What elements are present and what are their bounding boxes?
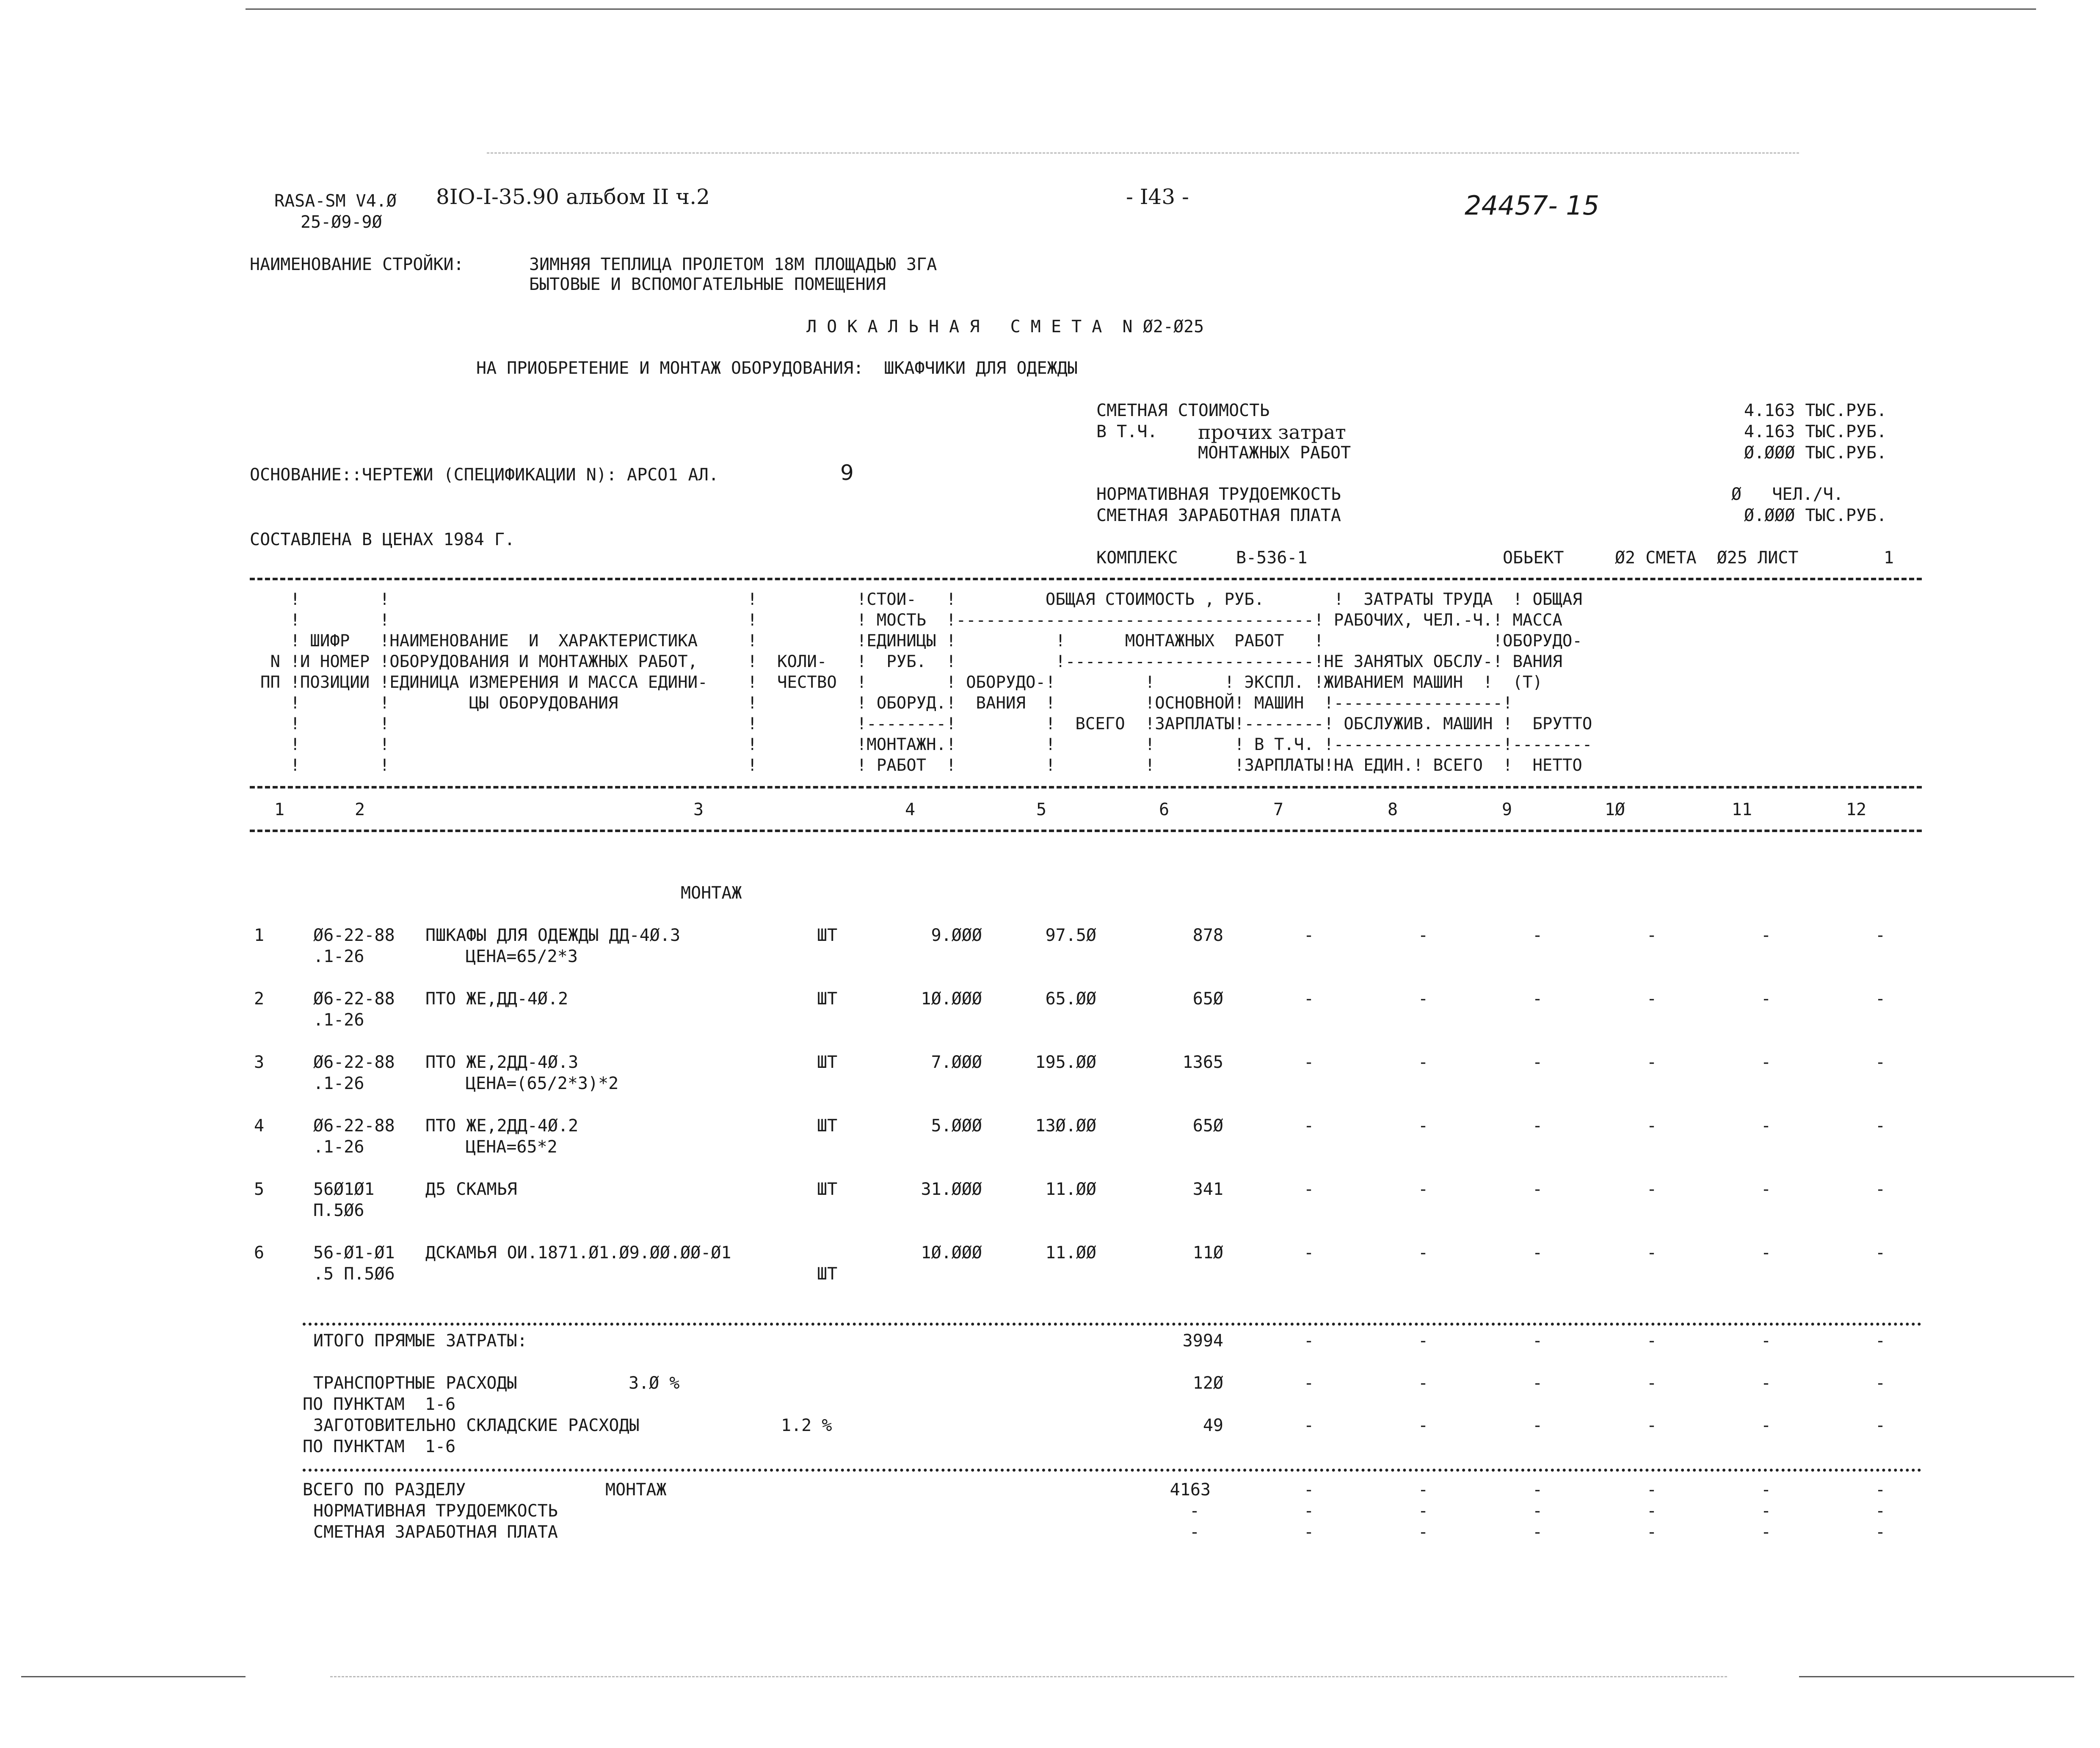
empty-cell-dash: - bbox=[1532, 1480, 1543, 1500]
empty-cell-dash: - bbox=[1875, 1243, 1886, 1263]
prices-year: СОСТАВЛЕНА В ЦЕНАХ 1984 Г. bbox=[250, 530, 515, 549]
empty-cell-dash: - bbox=[1418, 1331, 1429, 1351]
item-code: 56-Ø1-Ø1 bbox=[313, 1243, 395, 1263]
column-number: 3 bbox=[693, 800, 704, 819]
header-row: ! ШИФР !НАИМЕНОВАНИЕ И ХАРАКТЕРИСТИКА ! !ЕДИНИЦЫ ! ! МОНТАЖНЫХ РАБОТ ! !ОБОРУДО- bbox=[260, 631, 1582, 651]
section-total-label: ВСЕГО ПО РАЗДЕЛУ bbox=[303, 1480, 466, 1500]
item-name: ПТО ЖЕ,ДД-4Ø.2 bbox=[425, 989, 568, 1009]
item-code-suffix: .1-26 bbox=[313, 1010, 364, 1030]
empty-cell-dash: - bbox=[1418, 1373, 1429, 1393]
empty-cell-dash: - bbox=[1761, 1480, 1772, 1500]
item-unit-price: 13Ø.ØØ bbox=[1035, 1116, 1096, 1136]
column-number: 5 bbox=[1036, 800, 1047, 819]
empty-cell-dash: - bbox=[1875, 926, 1886, 945]
empty-cell-dash: - bbox=[1304, 1373, 1314, 1393]
item-quantity: 9.ØØØ bbox=[931, 926, 982, 945]
column-number: 7 bbox=[1273, 800, 1284, 819]
summary-install-value: Ø.ØØØ ТЫС.РУБ. bbox=[1744, 443, 1887, 463]
row-number: 5 bbox=[254, 1180, 265, 1199]
item-code-suffix: .1-26 bbox=[313, 1074, 364, 1093]
basis-label: ОСНОВАНИЕ::ЧЕРТЕЖИ (СПЕЦИФИКАЦИИ N): АРСО1 АЛ. bbox=[250, 465, 719, 485]
header-top-rule bbox=[250, 578, 1922, 580]
item-code-suffix: П.5Ø6 bbox=[313, 1201, 364, 1220]
empty-cell-dash: - bbox=[1418, 926, 1429, 945]
empty-cell-dash: - bbox=[1532, 1373, 1543, 1393]
section-total-value: 4163 bbox=[1170, 1480, 1211, 1500]
empty-cell-dash: - bbox=[1761, 1180, 1772, 1199]
empty-cell-dash: - bbox=[1304, 926, 1314, 945]
empty-cell-dash: - bbox=[1875, 1501, 1886, 1521]
complex-label: КОМПЛЕКС bbox=[1096, 548, 1178, 568]
empty-cell-dash: - bbox=[1532, 926, 1543, 945]
item-name: ПШКАФЫ ДЛЯ ОДЕЖДЫ ДД-4Ø.3 bbox=[425, 926, 681, 945]
storage-items: ПО ПУНКТАМ 1-6 bbox=[303, 1437, 456, 1456]
empty-cell-dash: - bbox=[1647, 1331, 1657, 1351]
section-total-name: МОНТАЖ bbox=[605, 1480, 667, 1500]
item-price-formula: ЦЕНА=(65/2*3)*2 bbox=[466, 1074, 619, 1093]
empty-cell-dash: - bbox=[1875, 1053, 1886, 1072]
program-label: RASA-SM V4.Ø bbox=[274, 191, 397, 211]
empty-cell-dash: - bbox=[1875, 1116, 1886, 1136]
estimate-subtitle: НА ПРИОБРЕТЕНИЕ И МОНТАЖ ОБОРУДОВАНИЯ: ШКАФЧИКИ ДЛЯ ОДЕЖДЫ bbox=[476, 358, 1078, 378]
top-faint-line bbox=[487, 152, 1799, 154]
storage-percent: 1.2 % bbox=[781, 1416, 832, 1435]
header-mid-rule bbox=[250, 786, 1922, 789]
empty-cell-dash: - bbox=[1647, 926, 1657, 945]
header-row: ! ! ! !--------! ! ВСЕГО !ЗАРПЛАТЫ!--------! ОБСЛУЖИВ. МАШИН ! БРУТТО bbox=[260, 714, 1592, 733]
empty-cell-dash: - bbox=[1304, 989, 1314, 1009]
empty-cell-dash: - bbox=[1761, 1522, 1772, 1542]
header-row: ! ! ! ! РАБОТ ! ! ! !ЗАРПЛАТЫ!НА ЕДИН.! ВСЕГО ! НЕТТО bbox=[260, 756, 1582, 775]
empty-cell-dash: - bbox=[1647, 1501, 1657, 1521]
column-number: 9 bbox=[1501, 800, 1512, 819]
empty-cell-dash: - bbox=[1418, 1243, 1429, 1263]
section-labor-label: НОРМАТИВНАЯ ТРУДОЕМКОСТЬ bbox=[313, 1501, 558, 1521]
row-number: 1 bbox=[254, 926, 265, 945]
item-equipment-cost: 11Ø bbox=[1192, 1243, 1223, 1263]
item-code-suffix: .1-26 bbox=[313, 947, 364, 966]
item-unit-price: 65.ØØ bbox=[1045, 989, 1096, 1009]
summary-cost-label: СМЕТНАЯ СТОИМОСТЬ bbox=[1096, 401, 1270, 420]
row-number: 3 bbox=[254, 1053, 265, 1072]
header-row: ! ! ! !СТОИ- ! ОБЩАЯ СТОИМОСТЬ , РУБ. ! ЗАТРАТЫ ТРУДА ! ОБЩАЯ bbox=[260, 590, 1582, 609]
item-code: Ø6-22-88 bbox=[313, 989, 395, 1009]
item-unit: ШТ bbox=[817, 1116, 838, 1136]
item-unit-price: 97.5Ø bbox=[1045, 926, 1096, 945]
empty-cell-dash: - bbox=[1304, 1243, 1314, 1263]
basis-sheet: 9 bbox=[840, 460, 854, 485]
item-unit: ШТ bbox=[817, 1180, 838, 1199]
empty-cell-dash: - bbox=[1761, 1416, 1772, 1435]
empty-cell-dash: - bbox=[1761, 926, 1772, 945]
empty-cell-dash: - bbox=[1647, 989, 1657, 1009]
direct-costs-value: 3994 bbox=[1182, 1331, 1223, 1351]
empty-cell-dash: - bbox=[1418, 1522, 1429, 1542]
item-equipment-cost: 878 bbox=[1192, 926, 1223, 945]
item-price-formula: ЦЕНА=65/2*3 bbox=[466, 947, 578, 966]
empty-cell-dash: - bbox=[1532, 1331, 1543, 1351]
empty-cell-dash: - bbox=[1532, 1053, 1543, 1072]
item-equipment-cost: 341 bbox=[1192, 1180, 1223, 1199]
empty-cell-dash: - bbox=[1647, 1373, 1657, 1393]
empty-cell-dash: - bbox=[1304, 1180, 1314, 1199]
header-row: ПП !ПОЗИЦИИ !ЕДИНИЦА ИЗМЕРЕНИЯ И МАССА ЕДИНИ- ! ЧЕСТВО ! ! ОБОРУДО-! ! ! ЭКСПЛ. !ЖИВАНИЕМ МАШИН ! (Т) bbox=[260, 673, 1543, 692]
summary-wage-value: Ø.ØØØ ТЫС.РУБ. bbox=[1744, 506, 1887, 525]
direct-costs-label: ИТОГО ПРЯМЫЕ ЗАТРАТЫ: bbox=[313, 1331, 527, 1351]
top-border-line bbox=[246, 8, 2036, 10]
empty-cell-dash: - bbox=[1761, 1331, 1772, 1351]
empty-cell-dash: - bbox=[1647, 1243, 1657, 1263]
sheet-number: 1 bbox=[1884, 548, 1894, 568]
print-date: 25-Ø9-9Ø bbox=[301, 212, 382, 232]
transport-percent: 3.Ø % bbox=[629, 1373, 680, 1393]
item-quantity: 5.ØØØ bbox=[931, 1116, 982, 1136]
empty-cell-dash: - bbox=[1304, 1480, 1314, 1500]
construction-label: НАИМЕНОВАНИЕ СТРОЙКИ: bbox=[250, 255, 464, 274]
item-unit: ШТ bbox=[817, 1053, 838, 1072]
estimate-title: Л О К А Л Ь Н А Я С М Е Т А N Ø2-Ø25 bbox=[806, 317, 1204, 336]
empty-cell-dash: - bbox=[1532, 1180, 1543, 1199]
empty-cell-dash: - bbox=[1647, 1180, 1657, 1199]
empty-cell-dash: - bbox=[1418, 1501, 1429, 1521]
empty-cell-dash: - bbox=[1418, 1053, 1429, 1072]
empty-cell-dash: - bbox=[1875, 1373, 1886, 1393]
empty-cell-dash: - bbox=[1304, 1331, 1314, 1351]
empty-cell-dash: - bbox=[1532, 1116, 1543, 1136]
empty-cell-dash: - bbox=[1418, 1416, 1429, 1435]
complex-value: В-536-1 bbox=[1236, 548, 1308, 568]
header-row: ! ! ЦЫ ОБОРУДОВАНИЯ ! ! ОБОРУД.! ВАНИЯ ! !ОСНОВНОЙ! МАШИН !-----------------! bbox=[260, 694, 1513, 713]
construction-name: ЗИМНЯЯ ТЕПЛИЦА ПРОЛЕТОМ 18М ПЛОЩАДЬЮ 3ГА bbox=[529, 255, 937, 274]
empty-cell-dash: - bbox=[1418, 1116, 1429, 1136]
item-equipment-cost: 65Ø bbox=[1192, 989, 1223, 1009]
object-label: ОБЬЕКТ bbox=[1503, 548, 1564, 568]
row-number: 2 bbox=[254, 989, 265, 1009]
item-quantity: 1Ø.ØØØ bbox=[921, 989, 982, 1009]
item-code: Ø6-22-88 bbox=[313, 1116, 395, 1136]
item-unit-price: 11.ØØ bbox=[1045, 1180, 1096, 1199]
item-code: Ø6-22-88 bbox=[313, 926, 395, 945]
item-code-suffix: .1-26 bbox=[313, 1137, 364, 1157]
item-code: Ø6-22-88 bbox=[313, 1053, 395, 1072]
item-price-formula: ЦЕНА=65*2 bbox=[466, 1137, 557, 1157]
item-code-suffix: .5 П.5Ø6 bbox=[313, 1264, 395, 1284]
item-name: Д5 СКАМЬЯ bbox=[425, 1180, 517, 1199]
empty-cell-dash: - bbox=[1647, 1416, 1657, 1435]
empty-cell-dash: - bbox=[1532, 1243, 1543, 1263]
row-number: 6 bbox=[254, 1243, 265, 1263]
empty-cell-dash: - bbox=[1875, 1480, 1886, 1500]
empty-cell-dash: - bbox=[1647, 1053, 1657, 1072]
empty-cell-dash: - bbox=[1189, 1501, 1200, 1521]
empty-cell-dash: - bbox=[1761, 1501, 1772, 1521]
empty-cell-dash: - bbox=[1761, 1053, 1772, 1072]
item-equipment-cost: 65Ø bbox=[1192, 1116, 1223, 1136]
empty-cell-dash: - bbox=[1761, 989, 1772, 1009]
empty-cell-dash: - bbox=[1647, 1522, 1657, 1542]
summary-labor-value: Ø ЧЕЛ./Ч. bbox=[1731, 485, 1843, 504]
header-bottom-rule bbox=[250, 830, 1922, 832]
empty-cell-dash: - bbox=[1532, 1416, 1543, 1435]
construction-name-line2: БЫТОВЫЕ И ВСПОМОГАТЕЛЬНЫЕ ПОМЕЩЕНИЯ bbox=[529, 275, 886, 294]
empty-cell-dash: - bbox=[1304, 1522, 1314, 1542]
page-number: - I43 - bbox=[1126, 185, 1189, 209]
section-total-rule bbox=[303, 1469, 1922, 1472]
empty-cell-dash: - bbox=[1761, 1243, 1772, 1263]
empty-cell-dash: - bbox=[1304, 1053, 1314, 1072]
empty-cell-dash: - bbox=[1189, 1522, 1200, 1542]
totals-top-rule bbox=[303, 1323, 1922, 1326]
item-unit: ШТ bbox=[817, 926, 838, 945]
empty-cell-dash: - bbox=[1418, 989, 1429, 1009]
empty-cell-dash: - bbox=[1418, 1180, 1429, 1199]
empty-cell-dash: - bbox=[1647, 1116, 1657, 1136]
empty-cell-dash: - bbox=[1304, 1116, 1314, 1136]
header-row: ! ! ! !МОНТАЖН.! ! ! ! В Т.Ч. !-----------------!-------- bbox=[260, 735, 1592, 754]
column-number: 6 bbox=[1159, 800, 1170, 819]
summary-labor-label: НОРМАТИВНАЯ ТРУДОЕМКОСТЬ bbox=[1096, 485, 1341, 504]
item-code: 56Ø1Ø1 bbox=[313, 1180, 375, 1199]
header-row: ! ! ! ! МОСТЬ !------------------------------------! РАБОЧИХ, ЧЕЛ.-Ч.! МАССА bbox=[260, 611, 1562, 630]
empty-cell-dash: - bbox=[1761, 1373, 1772, 1393]
column-number: 4 bbox=[905, 800, 916, 819]
transport-items: ПО ПУНКТАМ 1-6 bbox=[303, 1395, 456, 1414]
empty-cell-dash: - bbox=[1304, 1416, 1314, 1435]
empty-cell-dash: - bbox=[1532, 989, 1543, 1009]
item-name: ПТО ЖЕ,2ДД-4Ø.2 bbox=[425, 1116, 579, 1136]
empty-cell-dash: - bbox=[1418, 1480, 1429, 1500]
empty-cell-dash: - bbox=[1532, 1501, 1543, 1521]
column-number: 2 bbox=[354, 800, 365, 819]
empty-cell-dash: - bbox=[1647, 1480, 1657, 1500]
header-row: N !И НОМЕР !ОБОРУДОВАНИЯ И МОНТАЖНЫХ РАБОТ, ! КОЛИ- ! РУБ. ! !-------------------------!НЕ ЗАНЯТЫХ ОБСЛУ-! ВАНИЯ bbox=[260, 652, 1562, 671]
summary-cost-value: 4.163 ТЫС.РУБ. bbox=[1744, 401, 1887, 420]
item-unit-price: 11.ØØ bbox=[1045, 1243, 1096, 1263]
item-quantity: 31.ØØØ bbox=[921, 1180, 982, 1199]
section-title: МОНТАЖ bbox=[681, 883, 742, 903]
storage-label: ЗАГОТОВИТЕЛЬНО СКЛАДСКИЕ РАСХОДЫ bbox=[313, 1416, 640, 1435]
summary-install-label: МОНТАЖНЫХ РАБОТ bbox=[1198, 443, 1351, 463]
empty-cell-dash: - bbox=[1875, 989, 1886, 1009]
item-name: ДСКАМЬЯ ОИ.1871.Ø1.Ø9.ØØ.ØØ-Ø1 bbox=[425, 1243, 731, 1263]
summary-other-label: прочих затрат bbox=[1198, 421, 1346, 444]
handwritten-number: 24457- 15 bbox=[1465, 190, 1600, 221]
item-unit-price: 195.ØØ bbox=[1035, 1053, 1096, 1072]
item-unit: ШТ bbox=[817, 1264, 838, 1284]
bottom-border-line-left bbox=[21, 1676, 246, 1677]
column-number: 1Ø bbox=[1604, 800, 1625, 819]
empty-cell-dash: - bbox=[1875, 1416, 1886, 1435]
transport-label: ТРАНСПОРТНЫЕ РАСХОДЫ bbox=[313, 1373, 517, 1393]
bottom-border-line-right bbox=[1799, 1676, 2074, 1677]
item-quantity: 1Ø.ØØØ bbox=[921, 1243, 982, 1263]
empty-cell-dash: - bbox=[1532, 1522, 1543, 1542]
transport-value: 12Ø bbox=[1192, 1373, 1223, 1393]
storage-value: 49 bbox=[1203, 1416, 1223, 1435]
item-equipment-cost: 1365 bbox=[1182, 1053, 1223, 1072]
column-number: 8 bbox=[1387, 800, 1398, 819]
column-number: 11 bbox=[1731, 800, 1752, 819]
summary-wage-label: СМЕТНАЯ ЗАРАБОТНАЯ ПЛАТА bbox=[1096, 506, 1341, 525]
column-number: 12 bbox=[1846, 800, 1867, 819]
empty-cell-dash: - bbox=[1875, 1331, 1886, 1351]
summary-other-value: 4.163 ТЫС.РУБ. bbox=[1744, 422, 1887, 441]
album-reference: 8IO-I-35.90 альбом II ч.2 bbox=[436, 185, 710, 209]
item-unit: ШТ bbox=[817, 989, 838, 1009]
empty-cell-dash: - bbox=[1304, 1501, 1314, 1521]
empty-cell-dash: - bbox=[1875, 1180, 1886, 1199]
row-number: 4 bbox=[254, 1116, 265, 1136]
item-quantity: 7.ØØØ bbox=[931, 1053, 982, 1072]
item-name: ПТО ЖЕ,2ДД-4Ø.3 bbox=[425, 1053, 579, 1072]
column-number: 1 bbox=[274, 800, 285, 819]
empty-cell-dash: - bbox=[1761, 1116, 1772, 1136]
summary-incl-label: В Т.Ч. bbox=[1096, 422, 1158, 441]
section-wage-label: СМЕТНАЯ ЗАРАБОТНАЯ ПЛАТА bbox=[313, 1522, 558, 1542]
object-value: Ø2 СМЕТА Ø25 ЛИСТ bbox=[1615, 548, 1799, 568]
empty-cell-dash: - bbox=[1875, 1522, 1886, 1542]
bottom-faint-line bbox=[330, 1676, 1727, 1677]
